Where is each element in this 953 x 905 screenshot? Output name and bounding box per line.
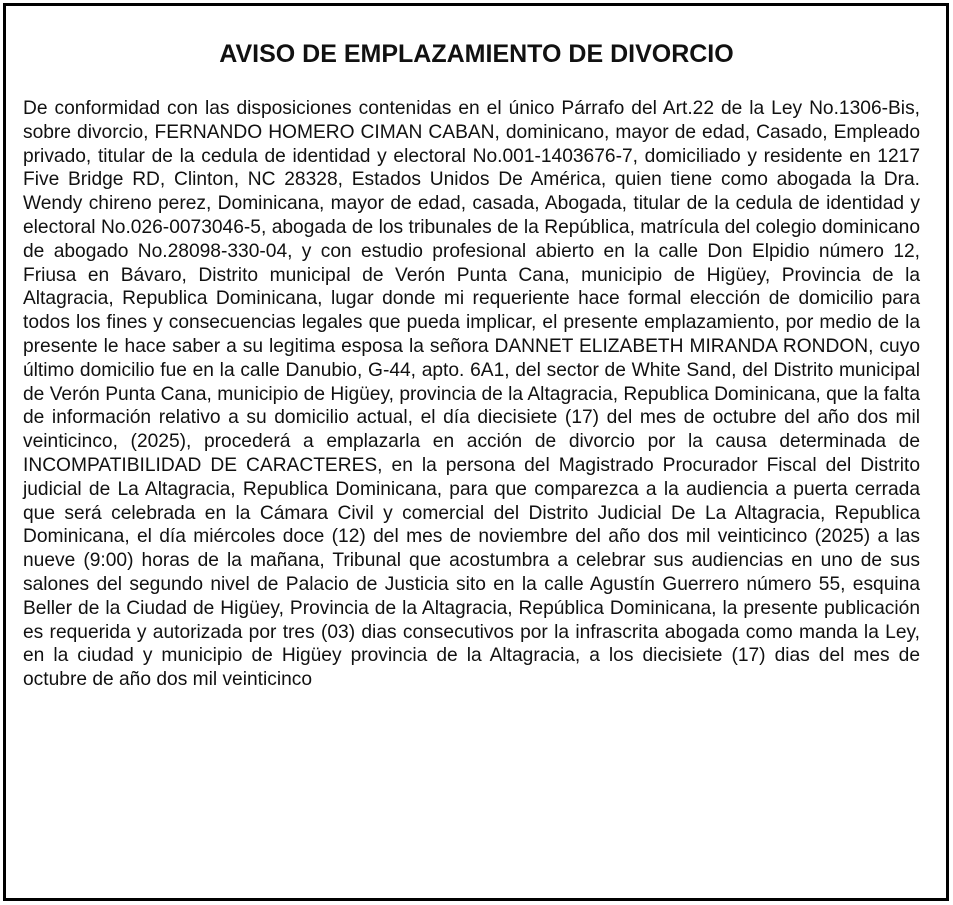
notice-title: AVISO DE EMPLAZAMIENTO DE DIVORCIO xyxy=(219,40,734,68)
notice-body: De conformidad con las disposiciones contenidas en el único Párrafo del Art.22 de la Ley No.1306-Bis, sobre divorcio, FERNANDO HOMERO CIMAN CABAN, dominicano, mayor de edad, Casado, Empleado privado, titular de la cedula de identidad y electoral No.001-1403676-7, domiciliado y residente en 1217 Five Bridge RD, Clinton, NC 28328, Estados Unidos De América, quien tiene como abogada la Dra. Wendy chireno perez, Dominicana, mayor de edad, casada, Abogada, titular de la cedula de identidad y electoral No.026-0073046-5, abogada de los tribunales de la República, matrícula del colegio dominicano de abogado No.28098-330-04, y con estudio profesional abierto en la calle Don Elpidio número 12, Friusa en Bávaro, Distrito municipal de Verón Punta Cana, municipio de Higüey, Provincia de la Altagracia, Republica Dominicana, lugar donde mi requeriente hace formal elección de domicilio para todos los fines y consecuencias legales que pueda implicar, el presente emplazamiento, por medio de la presente le hace saber a su legitima esposa la señora DANNET ELIZABETH MIRANDA RONDON, cuyo último domicilio fue en la calle Danubio, G-44, apto. 6A1, del sector de White Sand, del Distrito municipal de Verón Punta Cana, municipio de Higüey, provincia de la Altagracia, Republica Dominicana, que la falta de información relativo a su domicilio actual, el día diecisiete (17) del mes de octubre del año dos mil veinticinco, (2025), procederá a emplazarla en acción de divorcio por la causa determinada de INCOMPATIBILIDAD DE CARACTERES, en la persona del Magistrado Procurador Fiscal del Distrito judicial de La Altagracia, Republica Dominicana, para que comparezca a la audiencia a puerta cerrada que será celebrada en la Cámara Civil y comercial del Distrito Judicial De La Altagracia, Republica Dominicana, el día miércoles doce (12) del mes de noviembre del año dos mil veinticinco (2025) a las nueve (9:00) horas de la mañana, Tribunal que acostumbra a celebrar sus audiencias en uno de sus salones del segundo nivel de Palacio de Justicia sito en la calle Agustín Guerrero número 55, esquina Beller de la Ciudad de Higüey, Provincia de la Altagracia, República Dominicana, la presente publicación es requerida y autorizada por tres (03) dias consecutivos por la infrascrita abogada como manda la Ley, en la ciudad y municipio de Higüey provincia de la Altagracia, a los diecisiete (17) dias del mes de octubre de año dos mil veinticinco xyxy=(23,98,920,691)
